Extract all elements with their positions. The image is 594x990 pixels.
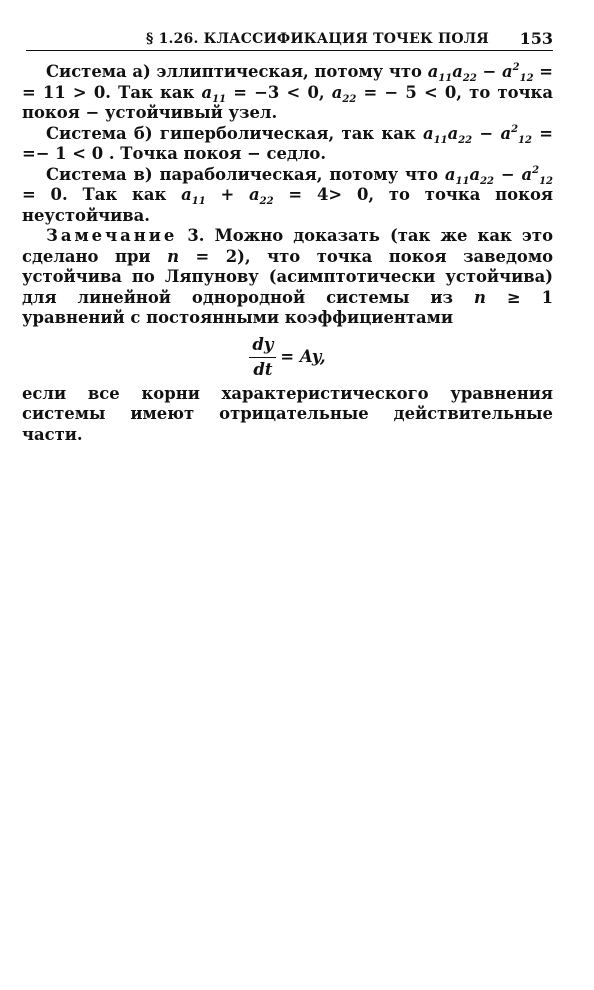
text-run: ≥ 1 уравнений с постоянными коэффициентами xyxy=(22,287,553,327)
paragraph-system-c xyxy=(22,165,553,227)
math-a2-12: $a^2_{12}$ xyxy=(521,164,553,187)
running-title: § 1.26. КЛАССИФИКАЦИЯ ТОЧЕК ПОЛЯ xyxy=(146,31,489,47)
text-run: − xyxy=(494,164,522,184)
math-a11a22: $a_{11}a_{22}$ xyxy=(444,164,494,187)
text-run: = − 5 < 0, то точка покоя − устойчивый узел. xyxy=(22,82,554,122)
text-run: = −3 < 0, xyxy=(226,82,332,102)
math-a22: $a_{22}$ xyxy=(331,82,357,105)
formula-rhs: = Ay, xyxy=(280,346,326,366)
paragraph-system-a xyxy=(22,62,553,124)
text-run: = 2), что точка покоя заведомо устойчива по Ляпунову (асимптотически устойчива) для линейной однородной системы из xyxy=(22,246,554,307)
math-a2-12: $a^2_{12}$ xyxy=(500,123,532,146)
math-n: n xyxy=(167,246,179,266)
fraction-denominator: dt xyxy=(253,359,273,379)
page-number: 153 xyxy=(519,29,553,48)
math-a11a22: $a_{11}a_{22}$ xyxy=(427,62,477,84)
text-run: − xyxy=(472,123,501,143)
text-run: + xyxy=(205,185,250,204)
text-run: Система в) параболическая, потому что xyxy=(46,164,445,184)
page-body xyxy=(22,62,553,445)
text-run: = 0. Так как xyxy=(22,185,182,204)
paragraph-system-b xyxy=(22,124,553,165)
text-run: = 4> 0, то точка покоя неустойчива. xyxy=(22,185,553,225)
fraction-numerator: dy xyxy=(249,335,276,358)
text-run: Система а) эллиптическая, потому что xyxy=(46,62,428,81)
text-run: = = 11 > 0. Так как xyxy=(22,62,553,102)
paragraph-conclusion: если все корни характеристического уравнения системы имеют отрицательные действительные части. xyxy=(22,383,553,444)
math-a11: $a_{11}$ xyxy=(201,82,227,105)
text-run: Система б) гиперболическая, так как xyxy=(46,123,424,143)
math-a11: $a_{11}$ xyxy=(181,185,206,207)
math-a2-12: $a^2_{12}$ xyxy=(502,62,534,84)
text-run: = =− 1 < 0 . Точка покоя − седло. xyxy=(22,123,553,163)
text-run: 3. Можно доказать (так же как это сделано при xyxy=(22,226,553,266)
page-header xyxy=(26,28,553,51)
math-a22: $a_{22}$ xyxy=(249,185,274,207)
math-n: n xyxy=(474,287,486,307)
fraction xyxy=(249,335,276,380)
remark-label: Замечание xyxy=(46,226,178,245)
formula-dy-dt xyxy=(22,335,553,380)
text-run: − xyxy=(476,62,503,81)
math-a11a22: $a_{11}a_{22}$ xyxy=(423,123,473,146)
paragraph-remark-3 xyxy=(22,226,553,329)
